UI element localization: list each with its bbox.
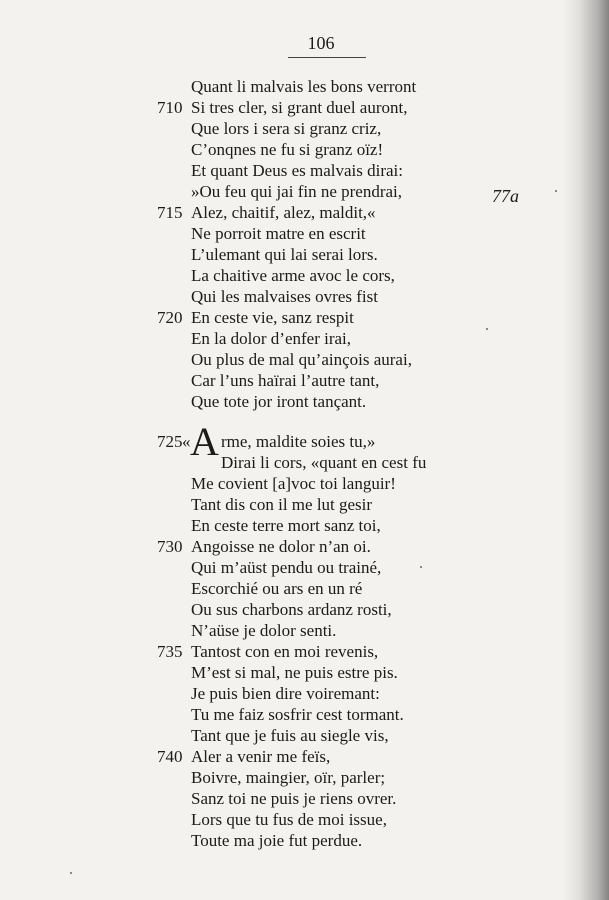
scan-speck [555,190,557,192]
drop-cap: A [190,419,219,464]
verse-line: Sanz toi ne puis je riens ovrer. [191,789,397,808]
line-number: 725 [157,432,183,451]
verse-line: Alez, chaitif, alez, maldit,« [191,203,376,222]
verse-line: C’onqnes ne fu si granz oïz! [191,140,384,159]
verse-line: Aler a venir me feïs, [191,747,331,766]
verse-line: Tant dis con il me lut gesir [191,495,373,514]
verse-line: En la dolor d’enfer irai, [191,329,352,348]
line-number: 715 [157,203,183,222]
verse-line: Que tote jor iront tançant. [191,392,367,411]
verse-line: Angoisse ne dolor n’an oi. [191,537,371,556]
verse-line: M’est si mal, ne puis estre pis. [191,663,398,682]
verse-line: Lors que tu fus de moi issue, [191,810,387,829]
verse-line: Qui m’aüst pendu ou trainé, [191,558,382,577]
verse-line: Qui les malvaises ovres fist [191,287,378,306]
verse-line: Ou sus charbons ardanz rosti, [191,600,392,619]
verse-line: L’ulemant qui lai serai lors. [191,245,378,264]
verse-line: Me covient [a]voc toi languir! [191,474,396,493]
verse-line: Tu me faiz sosfrir cest tormant. [191,705,404,724]
scan-speck [420,566,422,568]
verse-line: Car l’uns haïrai l’autre tant, [191,371,380,390]
line-number: 710 [157,98,183,117]
verse-line: Ne porroit matre en escrit [191,224,366,243]
verse-line: Dirai li cors, «quant en cest fu [221,453,427,472]
page-gutter-shadow [563,0,609,900]
verse-line: Boivre, maingier, oïr, parler; [191,768,386,787]
verse-line: Que lors i sera si granz criz, [191,119,382,138]
open-quote: « [182,432,191,451]
verse-line: »Ou feu qui jai fin ne prendrai, [191,182,403,201]
verse-line: La chaitive arme avoc le cors, [191,266,395,285]
verse-line: Tant que je fuis au siegle vis, [191,726,389,745]
verse-line: Ou plus de mal qu’ainçois aurai, [191,350,412,369]
verse-line: Si tres cler, si grant duel auront, [191,98,408,117]
verse-line: Tantost con en moi revenis, [191,642,379,661]
verse-line: Quant li malvais les bons verront [191,77,417,96]
verse-line: N’aüse je dolor senti. [191,621,337,640]
verse-line: Et quant Deus es malvais dirai: [191,161,403,180]
line-number: 730 [157,537,183,556]
margin-note: 77a [492,186,519,206]
line-number: 740 [157,747,183,766]
verse-line: Escorchié ou ars en un ré [191,579,363,598]
verse-line: En ceste terre mort sanz toi, [191,516,381,535]
page-number: 106 [307,33,335,53]
scan-speck [486,328,488,330]
line-number: 735 [157,642,183,661]
verse-line: Je puis bien dire voiremant: [191,684,380,703]
line-number: 720 [157,308,183,327]
header-rule [288,57,366,58]
verse-line: En ceste vie, sanz respit [191,308,354,327]
scan-speck [70,872,72,874]
verse-line: Toute ma joie fut perdue. [191,831,363,850]
verse-line: rme, maldite soies tu,» [221,432,376,451]
